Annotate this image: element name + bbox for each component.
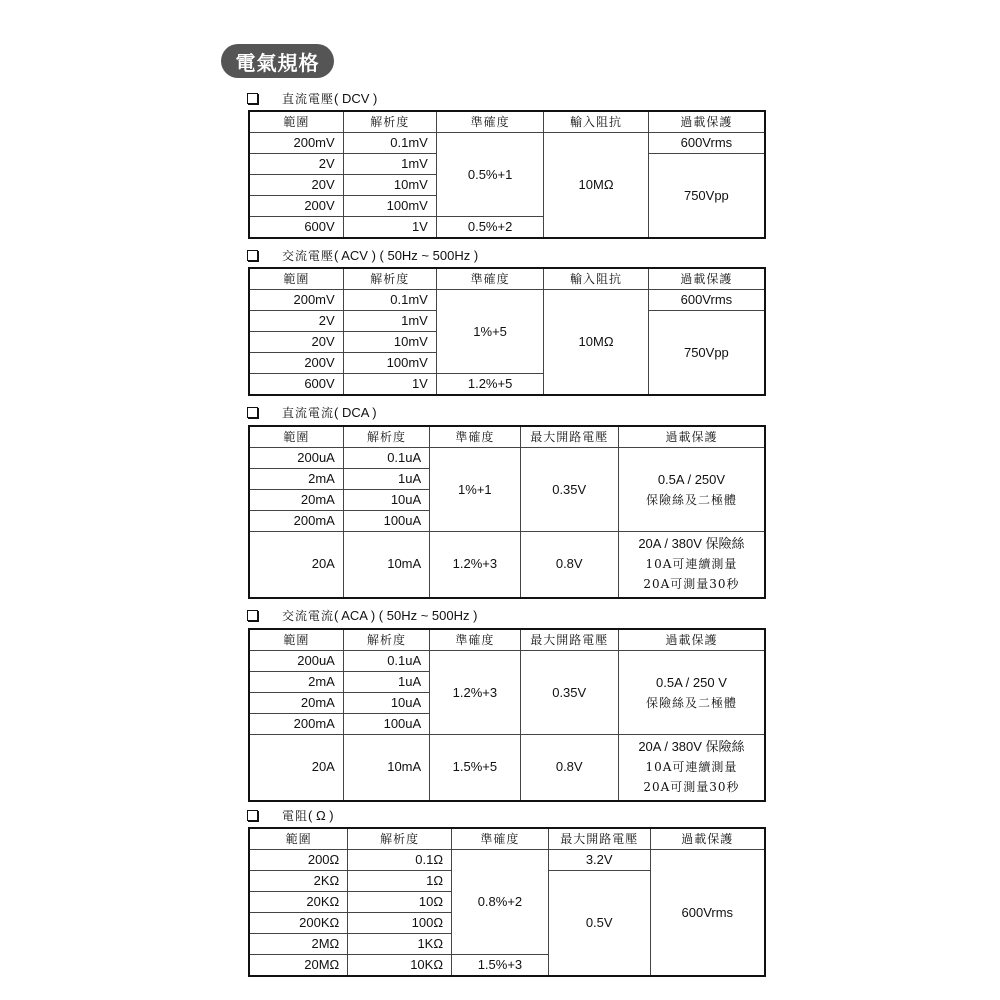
heading-zh: 直流電壓 bbox=[282, 91, 335, 106]
header-resolution: 解析度 bbox=[343, 268, 436, 290]
header-range: 範圍 bbox=[249, 828, 348, 850]
overload-line: 0.5A / 250V bbox=[657, 471, 726, 487]
heading-zh: 交流電流 bbox=[282, 608, 335, 623]
table-row bbox=[249, 735, 765, 801]
cell-resolution: 1KΩ bbox=[348, 934, 452, 955]
overload-line: 保險絲及二極體 bbox=[645, 695, 737, 710]
heading-en: ( DCA ) bbox=[334, 404, 377, 420]
header-accuracy: 準確度 bbox=[430, 629, 520, 651]
cell-impedance: 10MΩ bbox=[544, 133, 648, 239]
header-range: 範圍 bbox=[249, 426, 343, 448]
cell-resolution: 1uA bbox=[343, 469, 429, 490]
cell-resolution: 1Ω bbox=[348, 871, 452, 892]
cell-range: 20A bbox=[249, 735, 343, 801]
header-impedance: 輸入阻抗 bbox=[544, 111, 648, 133]
cell-resolution: 10KΩ bbox=[348, 955, 452, 977]
table-row bbox=[249, 133, 765, 154]
cell-impedance: 10MΩ bbox=[544, 290, 648, 396]
heading-en: ( Ω ) bbox=[308, 807, 334, 823]
heading-en: ( DCV ) bbox=[334, 90, 378, 106]
cell-accuracy: 1%+1 bbox=[430, 448, 520, 532]
cell-max-voltage: 0.8V bbox=[520, 532, 618, 598]
section-heading-ohm bbox=[247, 806, 334, 824]
cell-accuracy: 1%+5 bbox=[436, 290, 544, 374]
cell-max-voltage: 0.8V bbox=[520, 735, 618, 801]
cell-range: 600V bbox=[249, 374, 343, 396]
acv-table bbox=[248, 267, 766, 396]
cell-range: 200mA bbox=[249, 714, 343, 735]
cell-overload: 600Vrms bbox=[650, 850, 765, 977]
cell-range: 2mA bbox=[249, 469, 343, 490]
cell-range: 20mA bbox=[249, 490, 343, 511]
cell-resolution: 100uA bbox=[343, 714, 429, 735]
table-row bbox=[249, 448, 765, 469]
cell-accuracy: 0.5%+2 bbox=[436, 217, 544, 239]
cell-accuracy: 1.2%+3 bbox=[430, 532, 520, 598]
cell-range: 200V bbox=[249, 353, 343, 374]
dca-table bbox=[248, 425, 766, 599]
checkbox-bullet-icon bbox=[247, 250, 258, 261]
cell-resolution: 10mV bbox=[343, 175, 436, 196]
table-row bbox=[249, 651, 765, 672]
cell-overload: 750Vpp bbox=[648, 154, 765, 239]
header-max-voltage: 最大開路電壓 bbox=[520, 629, 618, 651]
cell-overload bbox=[618, 448, 765, 532]
cell-range: 200V bbox=[249, 196, 343, 217]
table-header-row bbox=[249, 268, 765, 290]
cell-range: 2KΩ bbox=[249, 871, 348, 892]
cell-resolution: 10mV bbox=[343, 332, 436, 353]
cell-overload bbox=[618, 532, 765, 598]
header-overload: 過載保護 bbox=[648, 111, 765, 133]
overload-line: 保險絲及二極體 bbox=[645, 492, 737, 507]
cell-range: 200uA bbox=[249, 448, 343, 469]
overload-line: 0.5A / 250 V bbox=[656, 674, 727, 690]
header-resolution: 解析度 bbox=[343, 629, 429, 651]
section-heading-acv bbox=[247, 246, 478, 264]
cell-resolution: 100uA bbox=[343, 511, 429, 532]
table-row bbox=[249, 532, 765, 598]
checkbox-bullet-icon bbox=[247, 93, 258, 104]
cell-resolution: 10Ω bbox=[348, 892, 452, 913]
overload-line: 20A / 380V 保險絲 bbox=[638, 536, 745, 552]
cell-range: 2MΩ bbox=[249, 934, 348, 955]
header-accuracy: 準確度 bbox=[436, 268, 544, 290]
cell-accuracy: 1.5%+5 bbox=[430, 735, 520, 801]
table-header-row bbox=[249, 828, 765, 850]
header-accuracy: 準確度 bbox=[452, 828, 549, 850]
page-title: 電氣規格 bbox=[221, 44, 334, 78]
cell-overload: 750Vpp bbox=[648, 311, 765, 396]
cell-resolution: 1mV bbox=[343, 311, 436, 332]
table-header-row bbox=[249, 629, 765, 651]
header-max-voltage: 最大開路電壓 bbox=[548, 828, 650, 850]
cell-max-voltage: 0.35V bbox=[520, 651, 618, 735]
cell-resolution: 1V bbox=[343, 217, 436, 239]
checkbox-bullet-icon bbox=[247, 810, 258, 821]
header-range: 範圍 bbox=[249, 629, 343, 651]
cell-resolution: 10uA bbox=[343, 490, 429, 511]
header-range: 範圍 bbox=[249, 111, 343, 133]
cell-resolution: 1V bbox=[343, 374, 436, 396]
cell-max-voltage: 0.35V bbox=[520, 448, 618, 532]
cell-range: 20A bbox=[249, 532, 343, 598]
cell-range: 200Ω bbox=[249, 850, 348, 871]
cell-range: 20V bbox=[249, 332, 343, 353]
cell-range: 200mV bbox=[249, 290, 343, 311]
cell-accuracy: 1.2%+3 bbox=[430, 651, 520, 735]
cell-resolution: 10mA bbox=[343, 735, 429, 801]
table-row bbox=[249, 290, 765, 311]
aca-table bbox=[248, 628, 766, 802]
heading-zh: 電阻 bbox=[282, 808, 309, 823]
table-header-row bbox=[249, 426, 765, 448]
dcv-table bbox=[248, 110, 766, 239]
section-heading-aca bbox=[247, 606, 477, 624]
cell-overload bbox=[618, 651, 765, 735]
header-resolution: 解析度 bbox=[348, 828, 452, 850]
header-max-voltage: 最大開路電壓 bbox=[520, 426, 618, 448]
heading-zh: 直流電流 bbox=[282, 405, 335, 420]
cell-range: 200KΩ bbox=[249, 913, 348, 934]
overload-line: 10A可連續測量 bbox=[645, 760, 738, 775]
overload-line: 10A可連續測量 bbox=[645, 557, 738, 572]
header-impedance: 輸入阻抗 bbox=[544, 268, 648, 290]
header-overload: 過載保護 bbox=[648, 268, 765, 290]
cell-resolution: 10uA bbox=[343, 693, 429, 714]
cell-range: 200uA bbox=[249, 651, 343, 672]
cell-resolution: 0.1mV bbox=[343, 133, 436, 154]
table-row bbox=[249, 850, 765, 871]
cell-max-voltage: 0.5V bbox=[548, 871, 650, 977]
cell-range: 2mA bbox=[249, 672, 343, 693]
cell-range: 600V bbox=[249, 217, 343, 239]
table-header-row bbox=[249, 111, 765, 133]
cell-range: 2V bbox=[249, 154, 343, 175]
cell-accuracy: 1.2%+5 bbox=[436, 374, 544, 396]
heading-zh: 交流電壓 bbox=[282, 248, 335, 263]
cell-range: 20MΩ bbox=[249, 955, 348, 977]
cell-resolution: 0.1uA bbox=[343, 651, 429, 672]
cell-accuracy: 0.8%+2 bbox=[452, 850, 549, 955]
cell-resolution: 0.1Ω bbox=[348, 850, 452, 871]
cell-range: 20KΩ bbox=[249, 892, 348, 913]
header-overload: 過載保護 bbox=[618, 426, 765, 448]
header-accuracy: 準確度 bbox=[436, 111, 544, 133]
cell-resolution: 1uA bbox=[343, 672, 429, 693]
section-heading-dca bbox=[247, 403, 377, 421]
checkbox-bullet-icon bbox=[247, 407, 258, 418]
cell-overload: 600Vrms bbox=[648, 133, 765, 154]
cell-resolution: 0.1mV bbox=[343, 290, 436, 311]
cell-overload bbox=[618, 735, 765, 801]
cell-range: 20mA bbox=[249, 693, 343, 714]
cell-range: 2V bbox=[249, 311, 343, 332]
header-overload: 過載保護 bbox=[618, 629, 765, 651]
cell-max-voltage: 3.2V bbox=[548, 850, 650, 871]
cell-accuracy: 1.5%+3 bbox=[452, 955, 549, 977]
overload-line: 20A可測量30秒 bbox=[643, 577, 740, 592]
header-resolution: 解析度 bbox=[343, 426, 429, 448]
header-overload: 過載保護 bbox=[650, 828, 765, 850]
cell-resolution: 100Ω bbox=[348, 913, 452, 934]
ohm-table bbox=[248, 827, 766, 977]
cell-resolution: 0.1uA bbox=[343, 448, 429, 469]
cell-accuracy: 0.5%+1 bbox=[436, 133, 544, 217]
checkbox-bullet-icon bbox=[247, 610, 258, 621]
cell-range: 200mA bbox=[249, 511, 343, 532]
cell-resolution: 100mV bbox=[343, 353, 436, 374]
overload-line: 20A / 380V 保險絲 bbox=[638, 739, 745, 755]
cell-range: 20V bbox=[249, 175, 343, 196]
heading-en: ( ACA ) ( 50Hz ~ 500Hz ) bbox=[334, 607, 478, 623]
heading-en: ( ACV ) ( 50Hz ~ 500Hz ) bbox=[334, 247, 479, 263]
cell-range: 200mV bbox=[249, 133, 343, 154]
cell-resolution: 10mA bbox=[343, 532, 429, 598]
header-accuracy: 準確度 bbox=[430, 426, 520, 448]
cell-overload: 600Vrms bbox=[648, 290, 765, 311]
overload-line: 20A可測量30秒 bbox=[643, 780, 740, 795]
cell-resolution: 1mV bbox=[343, 154, 436, 175]
cell-resolution: 100mV bbox=[343, 196, 436, 217]
header-range: 範圍 bbox=[249, 268, 343, 290]
section-heading-dcv bbox=[247, 89, 377, 107]
header-resolution: 解析度 bbox=[343, 111, 436, 133]
